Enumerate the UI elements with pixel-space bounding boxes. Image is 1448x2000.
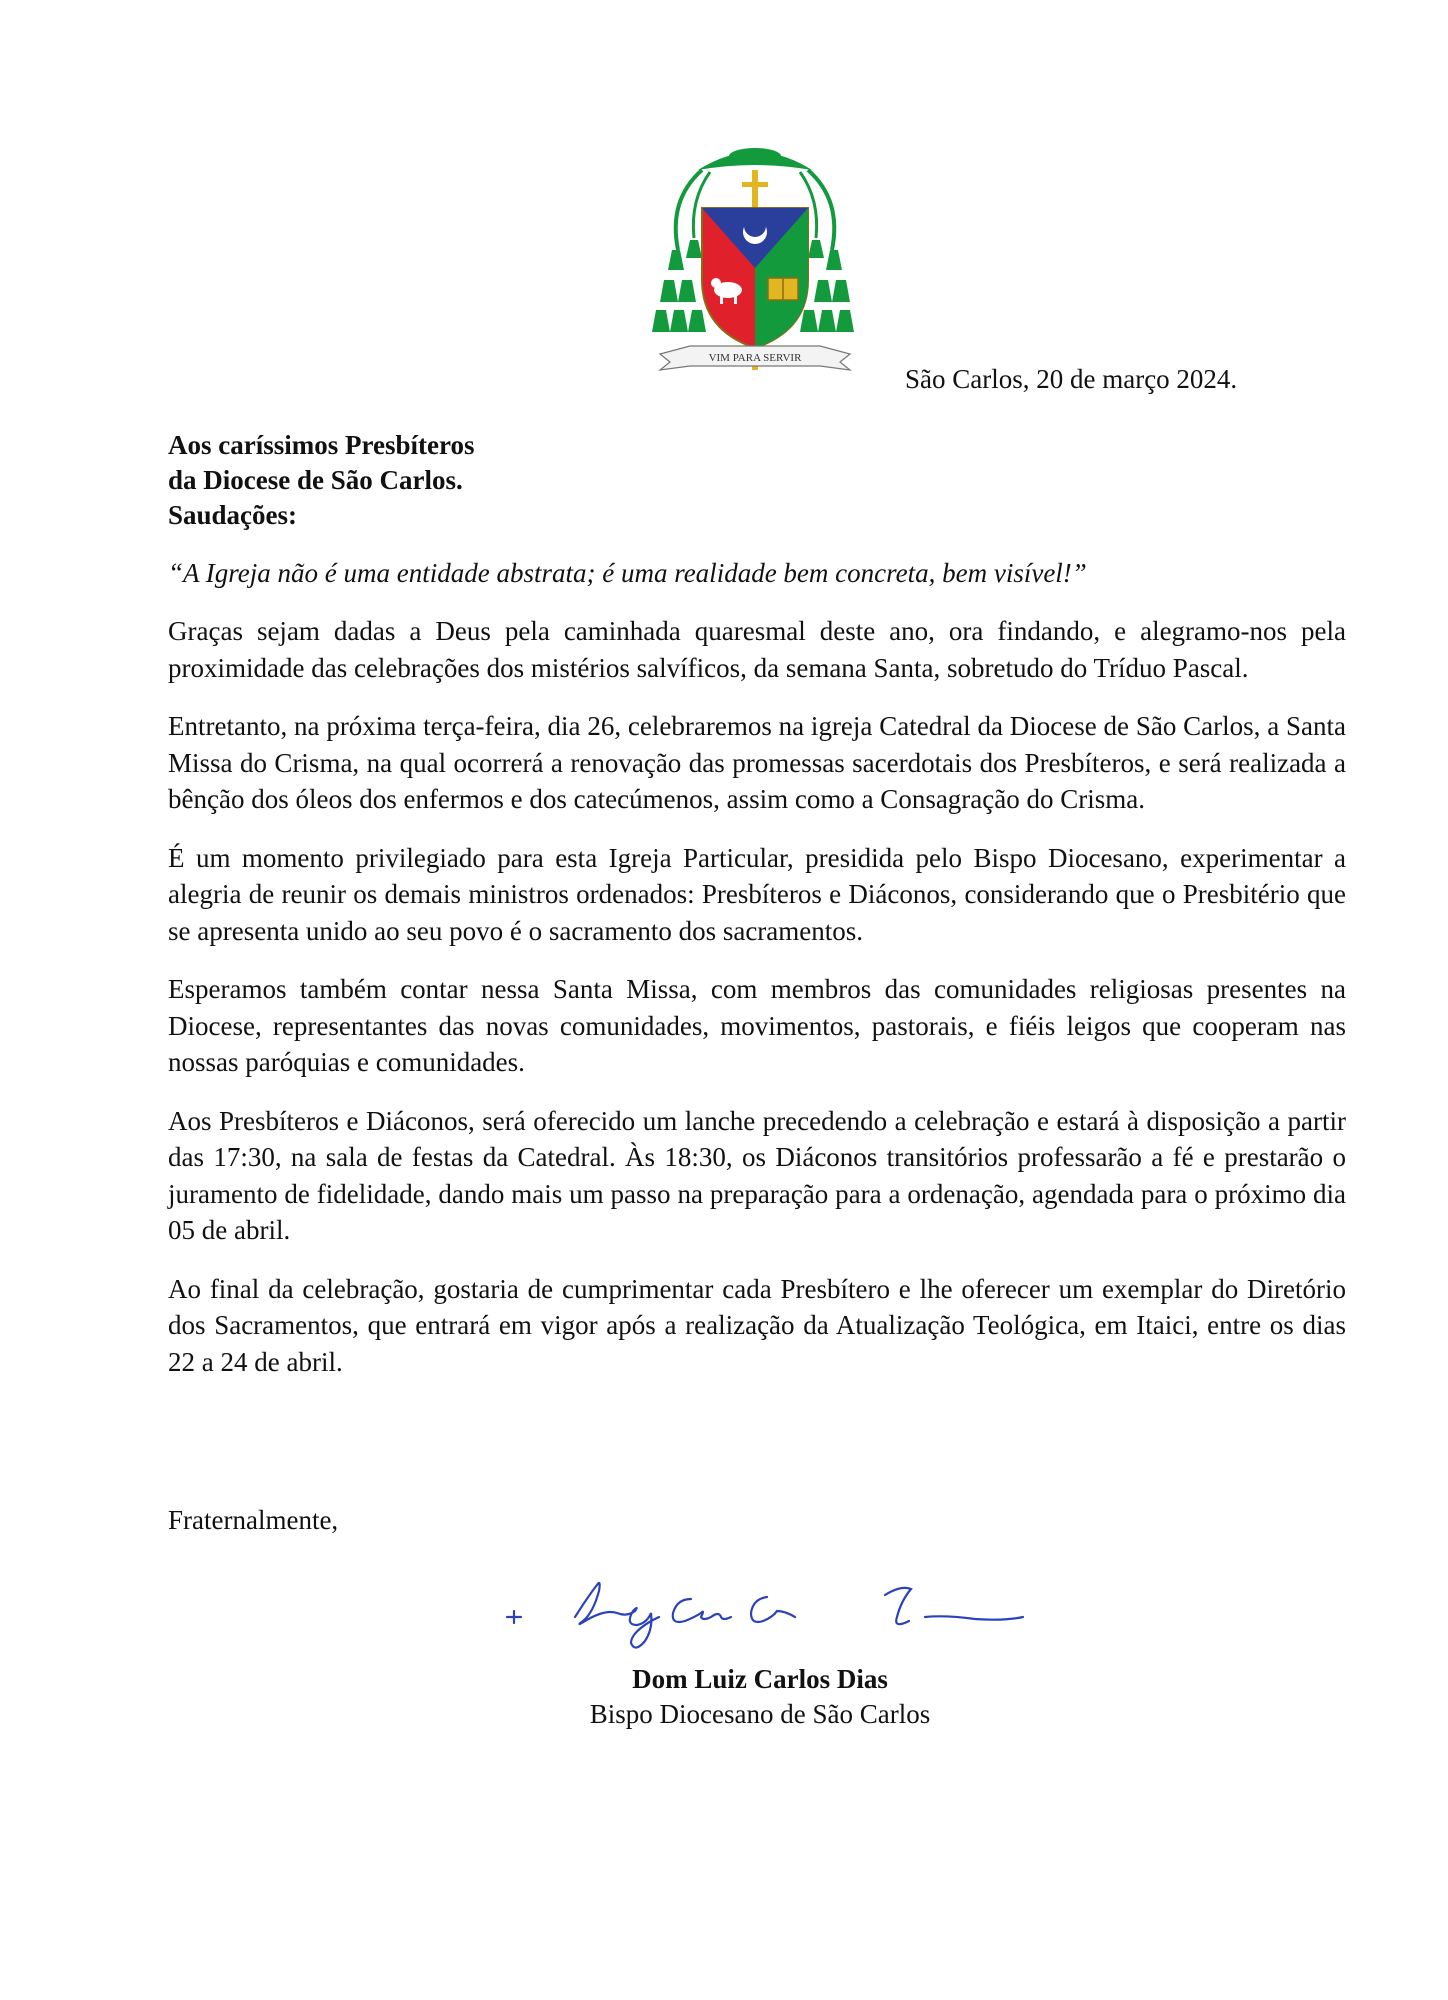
addressee-line-1: Aos caríssimos Presbíteros (168, 430, 475, 460)
handwritten-signature (505, 1555, 1025, 1655)
paragraph-1: Graças sejam dadas a Deus pela caminhada quaresmal deste ano, ora findando, e alegramo-nos pela proximidade das celebrações dos mistérios salvíficos, da semana Santa, sobretudo do Tríduo Pascal. (168, 616, 1346, 683)
paragraph-4: Esperamos também contar nessa Santa Missa, com membros das comunidades religiosas presentes na Diocese, representantes das novas comunidades, movimentos, pastorais, e fiéis leigos que cooperam nas nossas paróquias e comunidades. (168, 974, 1346, 1077)
opening-quote: “A Igreja não é uma entidade abstrata; é uma realidade bem concreta, bem visível!” (168, 558, 1087, 588)
addressee-line-2: da Diocese de São Carlos. (168, 465, 463, 495)
greeting-line: Saudações: (168, 500, 298, 530)
paragraph-6: Ao final da celebração, gostaria de cumprimentar cada Presbítero e lhe oferecer um exemplar do Diretório dos Sacramentos, que entrará em vigor após a realização da Atualização Teológica, em Itaici, entre os dias 22 a 24 de abril. (168, 1273, 1346, 1377)
signer-block (460, 1662, 1060, 1732)
coat-of-arms-svg (650, 140, 860, 380)
signer-name: Dom Luiz Carlos Dias (632, 1664, 888, 1694)
signature-svg (505, 1555, 1025, 1655)
closing-salutation: Fraternalmente, (168, 1505, 339, 1535)
paragraph-5: Aos Presbíteros e Diáconos, será oferecido um lanche precedendo a celebração e estará à disposição a partir das 17:30, na sala de festas da Catedral. Às 18:30, os Diáconos transitórios professarão a fé e prestarão o juramento de fidelidade, dando mais um passo na preparação para a ordenação, agendada para o próximo dia 05 de abril. (168, 1105, 1346, 1245)
paragraph-3: É um momento privilegiado para esta Igreja Particular, presidida pelo Bispo Diocesano, experimentar a alegria de reunir os demais ministros ordenados: Presbíteros e Diáconos, considerando que o Presbitério que se apresenta unido ao seu povo é o sacramento dos sacramentos. (168, 842, 1346, 946)
signer-title: Bispo Diocesano de São Carlos (589, 1699, 931, 1729)
date-line: São Carlos, 20 de março 2024. (905, 364, 1238, 394)
addressee-block (168, 428, 474, 533)
motto-text: VIM PARA SERVIR (708, 352, 802, 364)
paragraph-2: Entretanto, na próxima terça-feira, dia 26, celebraremos na igreja Catedral da Diocese de São Carlos, a Santa Missa do Crisma, na qual ocorrerá a renovação das promessas sacerdotais dos Presbíteros, e será realizada a bênção dos óleos dos enfermos e dos catecúmenos, assim como a Consagração do Crisma. (168, 711, 1346, 814)
letter-body (168, 613, 1346, 1402)
coat-of-arms (650, 140, 860, 380)
